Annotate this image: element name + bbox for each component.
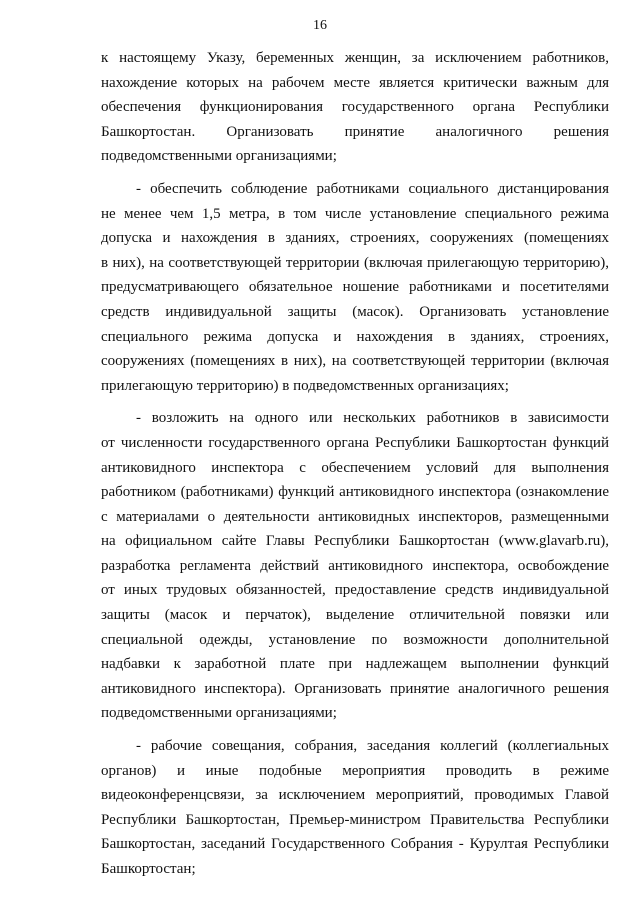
text-line: антиковидного инспектора с обеспечением условий для выполнения: [101, 459, 609, 476]
text-line: специального режима допуска и нахождения в зданиях, строениях,: [101, 328, 609, 345]
text-line: обеспечения функционирования государственного органа Республики: [101, 99, 609, 116]
text-line: надбавки к заработной плате при надлежащем выполнении функций: [101, 656, 609, 673]
text-line: - рабочие совещания, собрания, заседания коллегий (коллегиальных: [136, 738, 609, 755]
text-line: на официальном сайте Главы Республики Башкортостан (www.glavarb.ru),: [101, 533, 609, 550]
text-line: Башкортостан, заседаний Государственного Собрания - Курултая Республики: [101, 836, 609, 853]
text-line: нахождение которых на рабочем месте является критически важным для: [101, 74, 609, 91]
text-line: разработка регламента действий антиковидного инспектора, освобождение: [101, 557, 609, 574]
text-line: работником (работниками) функций антиковидного инспектора (ознакомление: [101, 484, 609, 501]
text-line: средств индивидуальной защиты (масок). Организовать установление: [101, 303, 609, 320]
text-line: - возложить на одного или нескольких работников в зависимости: [136, 410, 609, 427]
text-line: подведомственными организациями;: [101, 148, 337, 165]
text-line: прилегающую территорию) в подведомственных организациях;: [101, 377, 509, 394]
text-line: антиковидного инспектора). Организовать принятие аналогичного решения: [101, 680, 609, 697]
text-line: с материалами о деятельности антиковидных инспекторов, размещенными: [101, 508, 609, 525]
paragraph-pregnant-employees: [101, 46, 609, 169]
text-line: Башкортостан;: [101, 861, 196, 877]
text-line: органов) и иные подобные мероприятия проводить в режиме: [101, 762, 609, 779]
text-line: сооружениях (помещениях в них), на соответствующей территории (включая: [101, 353, 609, 370]
text-line: видеоконференцсвязи, за исключением мероприятий, проводимых Главой: [101, 787, 609, 804]
text-line: не менее чем 1,5 метра, в том числе установление специального режима: [101, 205, 609, 222]
text-line: специальной одежды, установление по возможности дополнительной: [101, 631, 609, 648]
text-line: от численности государственного органа Республики Башкортостан функций: [101, 434, 609, 451]
paragraph-social-distancing: [101, 177, 609, 398]
paragraph-anticovid-inspector: [101, 406, 609, 726]
text-line: в них), на соответствующей территории (включая прилегающую территорию),: [101, 254, 609, 271]
page-number: 16: [313, 18, 327, 33]
text-line: подведомственными организациями;: [101, 705, 337, 722]
text-line: Башкортостан. Организовать принятие аналогичного решения: [101, 123, 609, 140]
text-line: от иных трудовых обязанностей, предоставление средств индивидуальной: [101, 582, 609, 599]
text-line: защиты (масок и перчаток), выделение отличительной повязки или: [101, 607, 609, 624]
paragraph-meetings-videoconference: [101, 734, 609, 882]
text-line: допуска и нахождения в зданиях, строениях, сооружениях (помещениях: [101, 230, 609, 247]
text-line: предусматривающего обязательное ношение работниками и посетителями: [101, 279, 609, 296]
text-line: - обеспечить соблюдение работниками социального дистанцирования: [136, 180, 609, 197]
text-line: Республики Башкортостан, Премьер-министром Правительства Республики: [101, 811, 609, 828]
document-body: [101, 46, 609, 882]
text-line: к настоящему Указу, беременных женщин, за исключением работников,: [101, 50, 609, 66]
